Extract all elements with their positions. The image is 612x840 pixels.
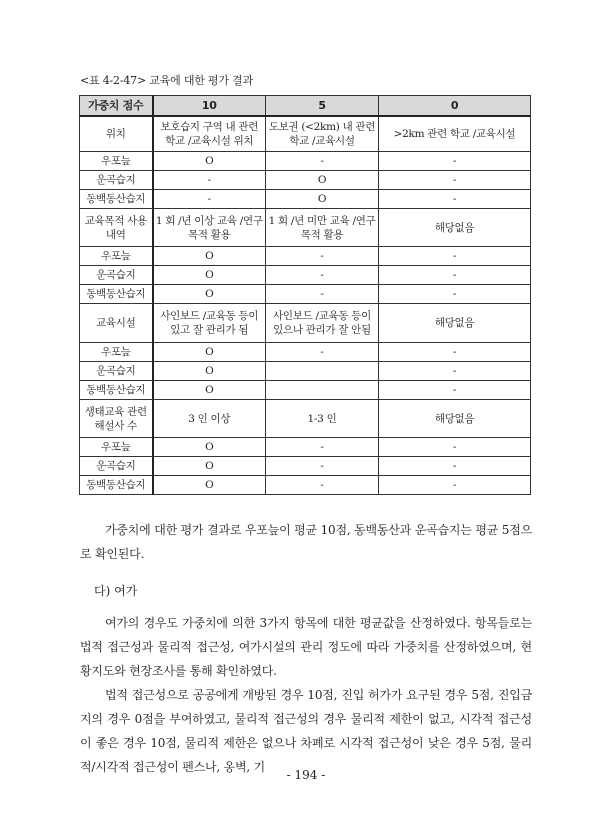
row-label: 동백동산습지 (80, 190, 153, 209)
row-label: 우포늪 (80, 438, 153, 457)
row-label: 우포늪 (80, 152, 153, 171)
cell: - (266, 266, 379, 285)
header-score-5: 5 (266, 96, 379, 117)
cell: 3 인 이상 (153, 400, 266, 438)
cell: O (153, 343, 266, 362)
cell: - (379, 247, 531, 266)
row-label: 교육목적 사용 내역 (80, 209, 153, 247)
row-label: 동백동산습지 (80, 285, 153, 304)
table-row (80, 152, 531, 171)
table-row (80, 438, 531, 457)
cell: O (266, 190, 379, 209)
cell: 해당없음 (379, 304, 531, 343)
paragraph-education-result: 가중치에 대한 평가 결과로 우포늪이 평균 10점, 동백동산과 운곡습지는 평균 5점으로 확인된다. (80, 523, 532, 561)
table-row (80, 209, 531, 247)
cell: 1 회 /년 미만 교육 /연구목적 활용 (266, 209, 379, 247)
cell (266, 381, 379, 400)
header-score-10: 10 (153, 96, 266, 117)
evaluation-table (79, 95, 531, 495)
row-label: 운곡습지 (80, 171, 153, 190)
cell: 보호습지 구역 내 관련 학교 /교육시설 위치 (153, 116, 266, 152)
section-heading-leisure: 다) 여가 (94, 584, 138, 598)
cell (266, 362, 379, 381)
cell: - (379, 438, 531, 457)
row-label: 동백동산습지 (80, 381, 153, 400)
cell: - (379, 285, 531, 304)
table-row (80, 285, 531, 304)
cell: O (266, 171, 379, 190)
table-row (80, 343, 531, 362)
table-caption: <표 4-2-47> 교육에 대한 평가 결과 (80, 74, 254, 87)
table-row (80, 457, 531, 476)
cell: 도보권 (<2km) 내 관련 학교 /교육시설 (266, 116, 379, 152)
table-row (80, 171, 531, 190)
table-row (80, 266, 531, 285)
cell: - (153, 190, 266, 209)
cell: - (379, 343, 531, 362)
cell: - (379, 190, 531, 209)
header-score-0: 0 (379, 96, 531, 117)
cell: O (153, 266, 266, 285)
cell: - (379, 171, 531, 190)
table-row (80, 116, 531, 152)
cell: - (379, 381, 531, 400)
paragraph-leisure-intro: 여가의 경우도 가중치에 의한 3가지 항목에 대한 평균값을 산정하였다. 항목들로는 법적 접근성과 물리적 접근성, 여가시설의 관리 정도에 따라 가중치를 산정하였으며, 현황지도와 현장조사를 통해 확인하였다. (80, 616, 532, 678)
page-number: - 194 - (286, 768, 326, 782)
table-row (80, 304, 531, 343)
row-label: 교육시설 (80, 304, 153, 343)
cell: O (153, 381, 266, 400)
row-label: 운곡습지 (80, 362, 153, 381)
cell: - (266, 476, 379, 495)
cell: - (379, 152, 531, 171)
cell: 해당없음 (379, 209, 531, 247)
cell: - (266, 457, 379, 476)
cell: - (266, 247, 379, 266)
cell: - (266, 438, 379, 457)
cell: - (379, 266, 531, 285)
cell: O (153, 362, 266, 381)
table-row (80, 381, 531, 400)
table-row (80, 400, 531, 438)
cell: - (379, 457, 531, 476)
cell: 1-3 인 (266, 400, 379, 438)
cell: 사인보드 /교육동 등이 있고 잘 관리가 됨 (153, 304, 266, 343)
cell: 사인보드 /교육동 등이 있으나 관리가 잘 안됨 (266, 304, 379, 343)
cell: O (153, 476, 266, 495)
cell: - (379, 476, 531, 495)
table-header-row (80, 96, 531, 117)
table-row (80, 476, 531, 495)
cell: O (153, 457, 266, 476)
table-row (80, 190, 531, 209)
cell: 해당없음 (379, 400, 531, 438)
cell: >2km 관련 학교 /교육시설 (379, 116, 531, 152)
row-label: 우포늪 (80, 247, 153, 266)
row-label: 운곡습지 (80, 457, 153, 476)
table-row (80, 247, 531, 266)
cell: - (266, 152, 379, 171)
row-label: 우포늪 (80, 343, 153, 362)
cell: - (266, 285, 379, 304)
row-label: 동백동산습지 (80, 476, 153, 495)
cell: O (153, 247, 266, 266)
cell: O (153, 152, 266, 171)
cell: - (379, 362, 531, 381)
paragraph-legal-access: 법적 접근성으로 공공에게 개방된 경우 10점, 진입 허가가 요구된 경우 5점, 진입금지의 경우 0점을 부여하였고, 물리적 접근성의 경우 물리적 제한이 없고, 시각적 접근성이 좋은 경우 10점, 물리적 제한은 없으나 차폐로 시각적 접근성이 낮은 경우 5점, 물리적/시각적 접근성이 펜스나, 옹벽, 기 (80, 688, 532, 774)
cell: 1 회 /년 이상 교육 /연구목적 활용 (153, 209, 266, 247)
cell: O (153, 285, 266, 304)
row-label: 운곡습지 (80, 266, 153, 285)
row-label: 생태교육 관련 해설사 수 (80, 400, 153, 438)
cell: O (153, 438, 266, 457)
cell: - (153, 171, 266, 190)
table-row (80, 362, 531, 381)
header-weight-score: 가중치 점수 (80, 96, 153, 117)
cell: - (266, 343, 379, 362)
row-label: 위치 (80, 116, 153, 152)
